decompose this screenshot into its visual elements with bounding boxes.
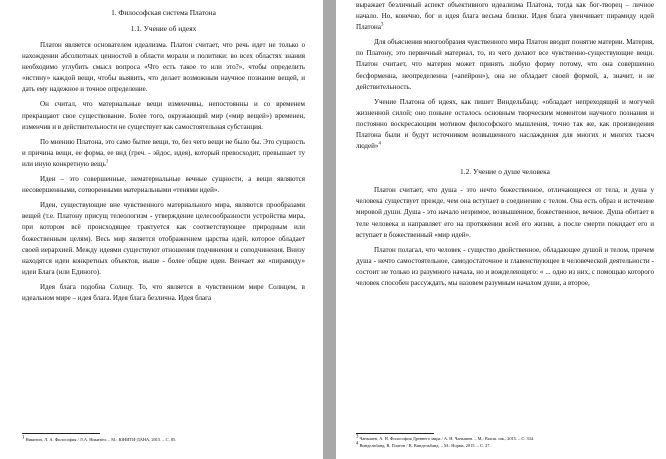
paragraph: Идеи – это совершенные, нематериальные вечные сущности, а вещи являются несовершенными, сотворенными материальными «тенями идей».	[22, 175, 305, 195]
footnote-separator	[22, 433, 100, 434]
paragraph: выражает безличный аспект объективного идеализма Платона, тогда как бог-творец – личное начало. Но, конечно, бог и идея блага весьма близки. Идея блага увенчивает пирамиду идей Платона$^3$	[356, 1, 654, 32]
paragraph: Идея блага подобна Солнцу. То, что является в чувственном мире Солнцем, в идеальном мире – идея блага. Идея блага безлична. Идея блага	[22, 282, 305, 302]
footnote-ref[interactable]: 1	[105, 159, 109, 165]
paragraph: Для объяснения многообразия чувственного мира Платон вводит понятие материи. Материя, по Платону, это первичный материал, то, из чего делают все чувственно-существующие вещи. Платон считает, что материя может принять любую форму потому, что она совершенно бесформенна, неопределенна («апейрон»), она не обладает своей формой, а, значит, и не действительность.	[356, 38, 654, 91]
paragraph: Платон является основателем идеализма. Платон считает, что речь идет не только о нахождении абсолютных ценностей в области морали и политики: во всех областях знания необходимо углубить смысл вопроса «Что есть такое то или это?», чтобы определить «истину» каждой вещи, чтобы выявить, что делает возможным научное познание вещей, и дать ему надежное и точное определение.	[22, 41, 305, 94]
paragraph: Платон полагал, что человек - существо двойственное, обладающее душой и телом, причем душа - нечто самостоятельное, самодостаточное и главенствующее в человеческой деятельности - состоит не только из разумного начала, но и вожделеющего: « ... одно из них, с помощью которого человек способен рассуждать, мы назовем разумным началом души, а второе,	[356, 245, 654, 287]
paragraph: Идеи, существующие вне чувственного материального мира, являются прообразами вещей (т.е. Платону присущ телеологизм - утверждение целесообразности устройства мира, при котором всё происходящее трактуется как соответствующее природным или божественным целям). Весь мир является отображением царства идей, которое обладает своей иерархией. Между идеями существуют отношения подчинения и соподчинения. Внизу находятся идеи конкретных объектов, выше - более общие идеи. Венчает же «пирамиду» идеи Блага (или Единого).	[22, 201, 305, 276]
footnote: $^3$ Чанышев, А. Н. Философия Древнего мира / А. Н. Чанышев. – М.: Высш. шк., 2015. – С. 334.	[356, 434, 535, 441]
footnote: $^4$ Виндельбанд, В. Платон / В. Виндельбанд. – М.: Норма, 2015. – С. 27.	[356, 441, 491, 448]
paragraph: Он считал, что материальные вещи изменчивы, непостоянны и со временем прекращают свое существование. Более того, окружающий мир («мир вещей») временен, изменчив и в действительности не существует как самостоятельная субстанция.	[22, 100, 305, 131]
footnote-ref[interactable]: 4	[378, 141, 381, 147]
footnote: $^1$ Никитич, Л. А. Философия / Л.А. Никитич. – М.: ЮНИТИ-ДАНА, 2015. – С. 85.	[22, 435, 177, 442]
paragraph: Учение Платона об идеях, как пишет Виндельбанд: «обладает непреходящей и могучей жизненной силой; оно поныне осталось основным творческим моментом научного познания и постоянно воскресающим мотивом философского мышления, точно так же, как произведения Платона были и будут источником возвышенного наслаждения для многих и многих тысяч людей»$^4$	[356, 97, 654, 151]
right-page	[336, 0, 666, 459]
chapter-heading: 1. Философская система Платона	[111, 8, 216, 17]
paragraph: По мнению Платона, это само бытие вещи, то, без чего вещи не было бы. Это сущность и причина вещи, ее форма, ее вид (греч. - эйдос, идея), который превосходит, превышает ту или иную конкретную вещь$^1$	[22, 137, 305, 168]
left-page	[0, 0, 323, 459]
section-heading: 1.1. Учение об идеях	[130, 24, 197, 33]
section-heading: 1.2. Учение о душе человека	[460, 167, 550, 177]
footnote-ref[interactable]: 3	[380, 22, 384, 28]
page-gap	[323, 0, 336, 459]
paragraph: Платон считает, что душа - это нечто божественное, отличающееся от тела, и душа у человека существует прежде, чем она вступает в соединение с телом. Она есть образ и истечение мировой души. Душа - это начало незримое, возвышенное, божественное, вечное. Душа обитает в теле человека и направляет его на протяжении всей его жизни, а после смерти покидает его и вступает в божественный «мир идей».	[356, 186, 654, 239]
footnote-separator	[356, 433, 434, 434]
